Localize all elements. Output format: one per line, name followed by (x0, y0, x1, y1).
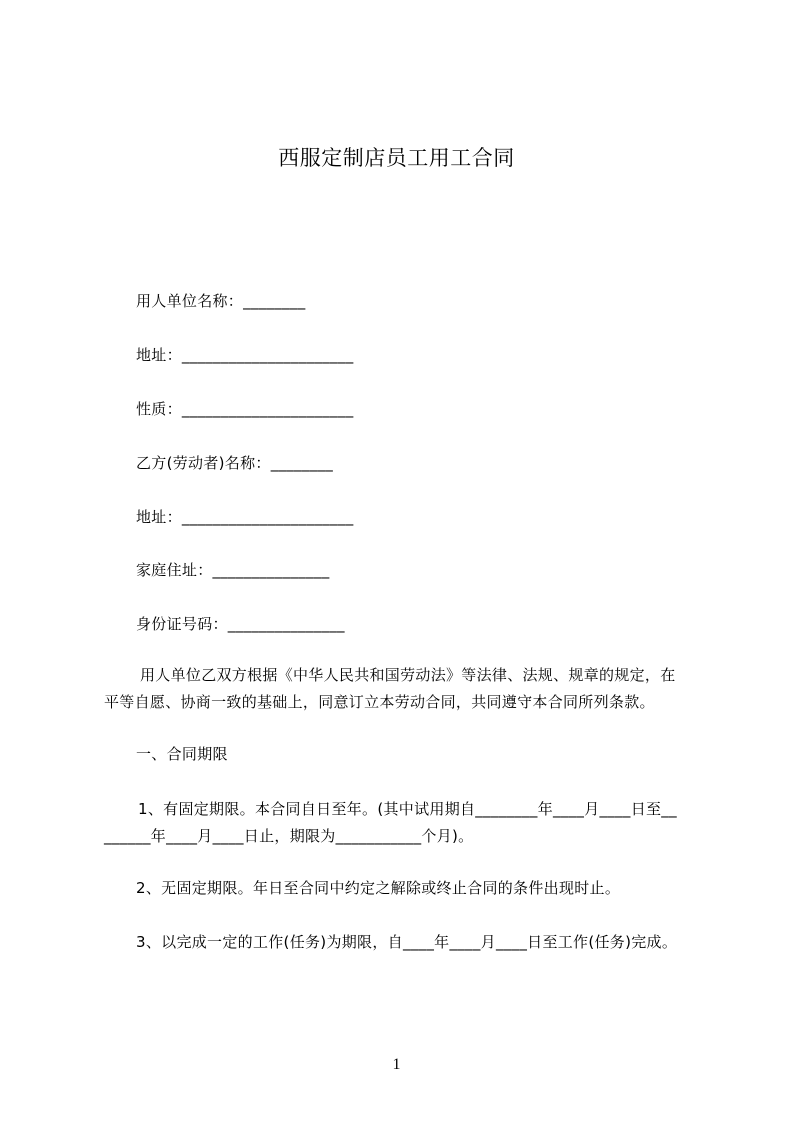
employee-address-field: 地址：______________________ (136, 508, 354, 526)
contract-title: 西服定制店员工用工合同 (278, 146, 515, 170)
term-item-3: 3、以完成一定的工作(任务)为期限，自____年____月____日至工作(任务)完成。 (136, 933, 678, 951)
preamble-line-1: 用人单位乙双方根据《中华人民共和国劳动法》等法律、法规、规章的规定，在 (140, 666, 676, 684)
section-heading-term: 一、合同期限 (136, 745, 228, 763)
employer-nature-field: 性质：______________________ (136, 400, 354, 418)
id-number-field: 身份证号码：_______________ (136, 615, 345, 633)
term-item-1-line-1: 1、有固定期限。本合同自日至年。(其中试用期自________年____月____日至__ (138, 800, 677, 818)
home-address-field: 家庭住址：_______________ (136, 561, 330, 579)
page-number: 1 (392, 1056, 401, 1073)
employee-name-field: 乙方(劳动者)名称：________ (136, 454, 334, 472)
term-item-1-line-2: ______年____月____日止，期限为___________个月)。 (104, 827, 474, 845)
employer-name-field: 用人单位名称：________ (136, 292, 306, 310)
term-item-2: 2、无固定期限。年日至合同中约定之解除或终止合同的条件出现时止。 (136, 879, 621, 897)
preamble-line-2: 平等自愿、协商一致的基础上，同意订立本劳动合同，共同遵守本合同所列条款。 (104, 693, 655, 711)
employer-address-field: 地址：______________________ (136, 346, 354, 364)
